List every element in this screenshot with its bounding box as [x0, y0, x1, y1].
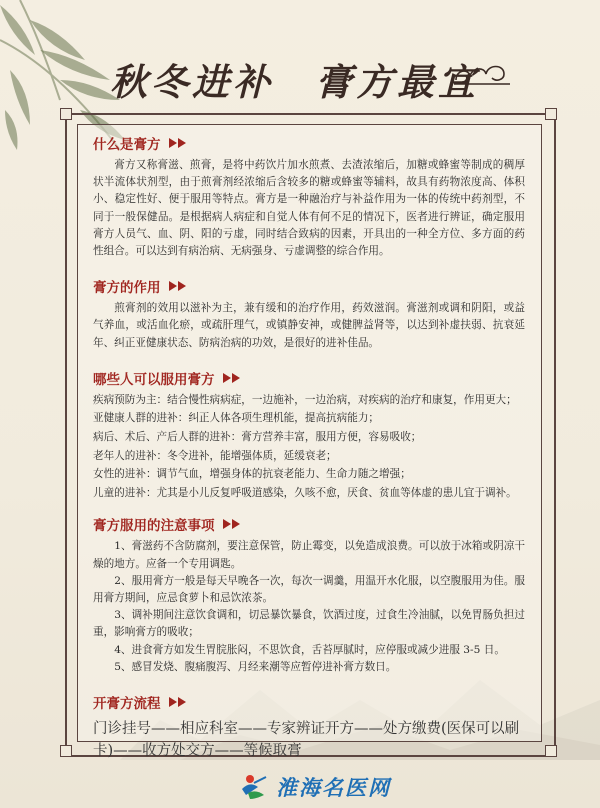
- section-heading: [93, 514, 525, 534]
- frame-corner: [545, 745, 557, 757]
- section-heading-text: 什么是膏方: [93, 137, 161, 153]
- section-heading: [93, 692, 525, 712]
- section-heading-text: 开膏方流程: [93, 696, 161, 713]
- list-item: 女性的进补：调节气血，增强身体的抗衰老能力、生命力随之增强；: [93, 468, 411, 481]
- section-process: [93, 692, 525, 762]
- section-heading-text: 膏方的作用: [93, 280, 161, 297]
- note-item: 5、感冒发烧、腹痛腹泻、月经来潮等应暂停进补膏方数日。: [114, 660, 397, 673]
- double-arrow-icon: [223, 373, 241, 383]
- frame-corner: [60, 745, 72, 757]
- logo-text: 淮海名医网: [276, 775, 391, 800]
- section-paragraph: 膏方又称膏滋、煎膏，是将中药饮片加水煎煮、去渣浓缩后，加糖或蜂蜜等制成的稠厚状半流体状剂型，由于煎膏剂经浓缩后含较多的糖或蜂蜜等辅料，故具有药物浓度高、体积小、稳定性好、便于服用等特点。膏方是一种融治疗与补益作用为一体的传统中药剂型，不同于一般保健品。是根据病人病症和自觉人体有何不足的情况下，医者进行辨证，确定服用膏方人员气、血、阴、阳的亏虚，同时结合致病的因素，开具出的一种全方位、多方面的药性组合。可以达到有病治病、无病强身、亏虚调整的综合作用。: [93, 159, 525, 258]
- list-item: 病后、术后、产后人群的进补：膏方营养丰富，服用方便，容易吸收；: [93, 431, 422, 444]
- section-effect: [93, 276, 525, 352]
- list-item: 疾病预防为主：结合慢性病病症，一边施补，一边治病，对疾病的治疗和康复，作用更大；: [93, 393, 517, 406]
- process-flow: 门诊挂号——相应科室——专家辨证开方——处方缴费(医保可以刷卡)——收方处交方——等候取膏: [93, 721, 520, 760]
- note-item: 3、调补期间注意饮食调和，切忌暴饮暴食，饮酒过度，过食生冷油腻，以免胃肠负担过重，影响膏方的吸收；: [93, 609, 525, 639]
- double-arrow-icon: [169, 281, 187, 291]
- note-item: 1、膏滋药不含防腐剂，要注意保管，防止霉变，以免造成浪费。可以放于冰箱或阴凉干燥的地方。应备一个专用调匙。: [93, 540, 525, 570]
- section-what: [93, 133, 525, 260]
- double-arrow-icon: [169, 697, 187, 707]
- section-heading-text: 哪些人可以服用膏方: [93, 371, 215, 388]
- section-paragraph: 煎膏剂的效用以滋补为主，兼有缓和的治疗作用，药效滋润。膏滋剂或调和阴阳，或益气养血，或活血化瘀，或疏肝理气，或镇静安神，或健脾益肾等，以达到补虚扶弱、抗衰延年、纠正亚健康状态、防病治病的功效，是很好的进补佳品。: [93, 302, 525, 349]
- cloud-ornament-icon: [452, 58, 512, 86]
- note-item: 2、服用膏方一般是每天早晚各一次，每次一调羹，用温开水化服，以空腹服用为佳。服用膏方期间，应忌食萝卜和忌饮浓茶。: [93, 574, 525, 604]
- note-item: 4、进食膏方如发生胃脘胀闷，不思饮食，舌苔厚腻时，应停服或减少进服 3-5 日。: [114, 643, 505, 656]
- section-heading: [93, 276, 525, 296]
- caduceus-figure-icon: [238, 773, 270, 801]
- content: [93, 133, 525, 762]
- frame-corner: [60, 108, 72, 120]
- site-logo[interactable]: [238, 772, 391, 802]
- section-heading: [93, 368, 525, 388]
- frame-corner: [545, 108, 557, 120]
- double-arrow-icon: [223, 519, 241, 529]
- double-arrow-icon: [169, 138, 187, 148]
- section-who: [93, 368, 525, 503]
- list-item: 亚健康人群的进补：纠正人体各项生理机能，提高抗病能力；: [93, 412, 380, 425]
- section-heading-text: 膏方服用的注意事项: [93, 518, 215, 535]
- section-notes: [93, 514, 525, 676]
- list-item: 老年人的进补：冬令进补，能增强体质，延缓衰老；: [93, 449, 337, 462]
- page-title: 秋冬进补 膏方最宜: [110, 60, 479, 104]
- section-heading: [93, 133, 525, 153]
- list-item: 儿童的进补：尤其是小儿反复呼吸道感染，久咳不愈，厌食、贫血等体虚的患儿宜于调补。: [93, 486, 517, 499]
